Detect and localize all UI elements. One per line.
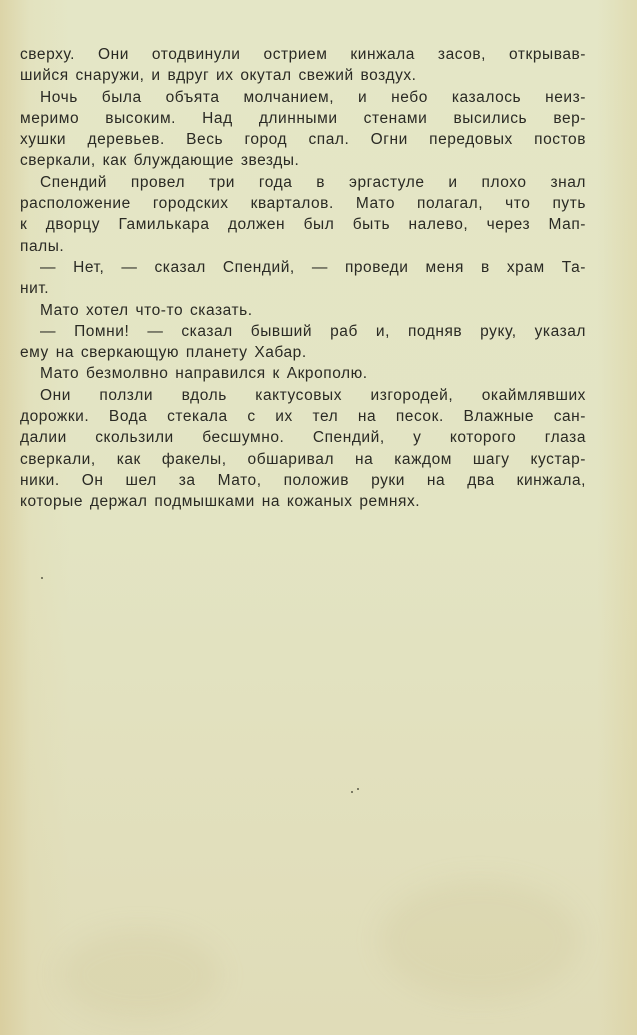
text-line: к дворцу Гамилькара должен был быть налево, через Мап- [20,216,586,234]
text-line: сверху. Они отодвинули острием кинжала засов, открывав- [20,46,586,63]
text-line: Мато безмолвно направился к Акрополю. [40,365,368,383]
text-line: расположение городских кварталов. Мато полагал, что путь [20,195,586,213]
paper-stain [60,930,220,1020]
text-line: далии скользили бесшумно. Спендий, у которого глаза [20,429,586,447]
paper-stain [380,880,580,1000]
text-line: меримо высоким. Над длинными стенами высились вер- [20,109,586,127]
ink-speck [351,791,353,793]
ink-speck [41,577,43,579]
text-line: которые держал подмышками на кожаных ремнях. [20,493,421,511]
text-line: сверкали, как блуждающие звезды. [20,152,300,170]
text-line: — Нет, — сказал Спендий, — проведи меня в храм Та- [40,258,586,276]
ink-speck [357,788,359,790]
text-line: ему на сверкающую планету Хабар. [20,344,307,362]
text-line: — Помни! — сказал бывший раб и, подняв руку, указал [40,322,586,340]
text-line: палы. [20,237,65,255]
text-line: Они ползли вдоль кактусовых изгородей, окаймлявших [40,386,586,404]
text-line: сверкали, как факелы, обшаривал на каждом шагу кустар- [20,450,586,468]
text-line: ники. Он шел за Мато, положив руки на два кинжала, [20,471,586,489]
text-line: хушки деревьев. Весь город спал. Огни передовых постов [20,131,586,149]
text-line: шийся снаружи, и вдруг их окутал свежий воздух. [20,67,417,85]
page-text [20,44,586,513]
text-line: дорожки. Вода стекала с их тел на песок. Влажные сан- [20,408,586,426]
text-line: Спендий провел три года в эргастуле и плохо знал [40,173,586,191]
text-line: Мато хотел что-то сказать. [40,301,253,319]
text-line: Ночь была объята молчанием, и небо казалось неиз- [40,88,586,106]
text-line: нит. [20,280,50,298]
